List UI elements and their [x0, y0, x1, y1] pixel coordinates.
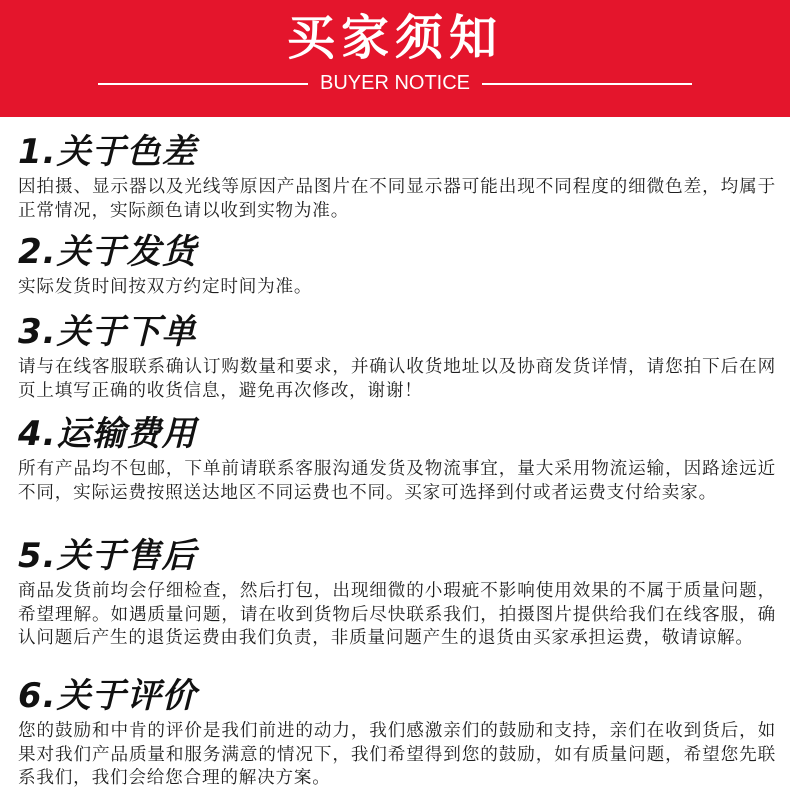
section-shipping — [18, 232, 776, 300]
page-title: 买家须知 — [286, 10, 503, 66]
page-subtitle: BUYER NOTICE — [319, 72, 471, 94]
section-freight-cost — [18, 414, 776, 505]
section-ordering — [18, 312, 776, 403]
section-after-sales — [18, 536, 776, 651]
section-title: 5.关于售后 — [18, 536, 197, 576]
section-body: 因拍摄、显示器以及光线等原因产品图片在不同显示器可能出现不同程度的细微色差，均属于正常情况，实际颜色请以收到实物为准。 — [18, 177, 776, 221]
section-body: 您的鼓励和中肯的评价是我们前进的动力，我们感激亲们的鼓励和支持，亲们在收到货后，如果对我们产品质量和服务满意的情况下，我们希望得到您的鼓励，如有质量问题，希望您先联系我们，我们会给您合理的解决方案。 — [18, 721, 776, 788]
section-title: 4.运输费用 — [18, 414, 197, 454]
subtitle-divider-left — [98, 83, 308, 85]
subtitle-divider-right — [482, 83, 692, 85]
section-reviews — [18, 676, 776, 791]
section-body: 商品发货前均会仔细检查，然后打包，出现细微的小瑕疵不影响使用效果的不属于质量问题，希望理解。如遇质量问题，请在收到货物后尽快联系我们，拍摄图片提供给我们在线客服，确认问题后产生的退货运费由我们负责，非质量问题产生的退货由买家承担运费，敬请谅解。 — [18, 581, 776, 648]
section-color-difference — [18, 132, 776, 223]
section-title: 3.关于下单 — [18, 312, 197, 352]
section-title: 2.关于发货 — [18, 232, 197, 272]
section-body: 请与在线客服联系确认订购数量和要求，并确认收货地址以及协商发货详情，请您拍下后在网页上填写正确的收货信息，避免再次修改，谢谢！ — [18, 357, 776, 401]
notice-header — [0, 0, 790, 117]
section-title: 6.关于评价 — [18, 676, 197, 716]
section-body: 所有产品均不包邮，下单前请联系客服沟通发货及物流事宜，量大采用物流运输，因路途远近不同，实际运费按照送达地区不同运费也不同。买家可选择到付或者运费支付给卖家。 — [18, 459, 776, 503]
section-title: 1.关于色差 — [18, 132, 197, 172]
section-body: 实际发货时间按双方约定时间为准。 — [18, 277, 313, 297]
